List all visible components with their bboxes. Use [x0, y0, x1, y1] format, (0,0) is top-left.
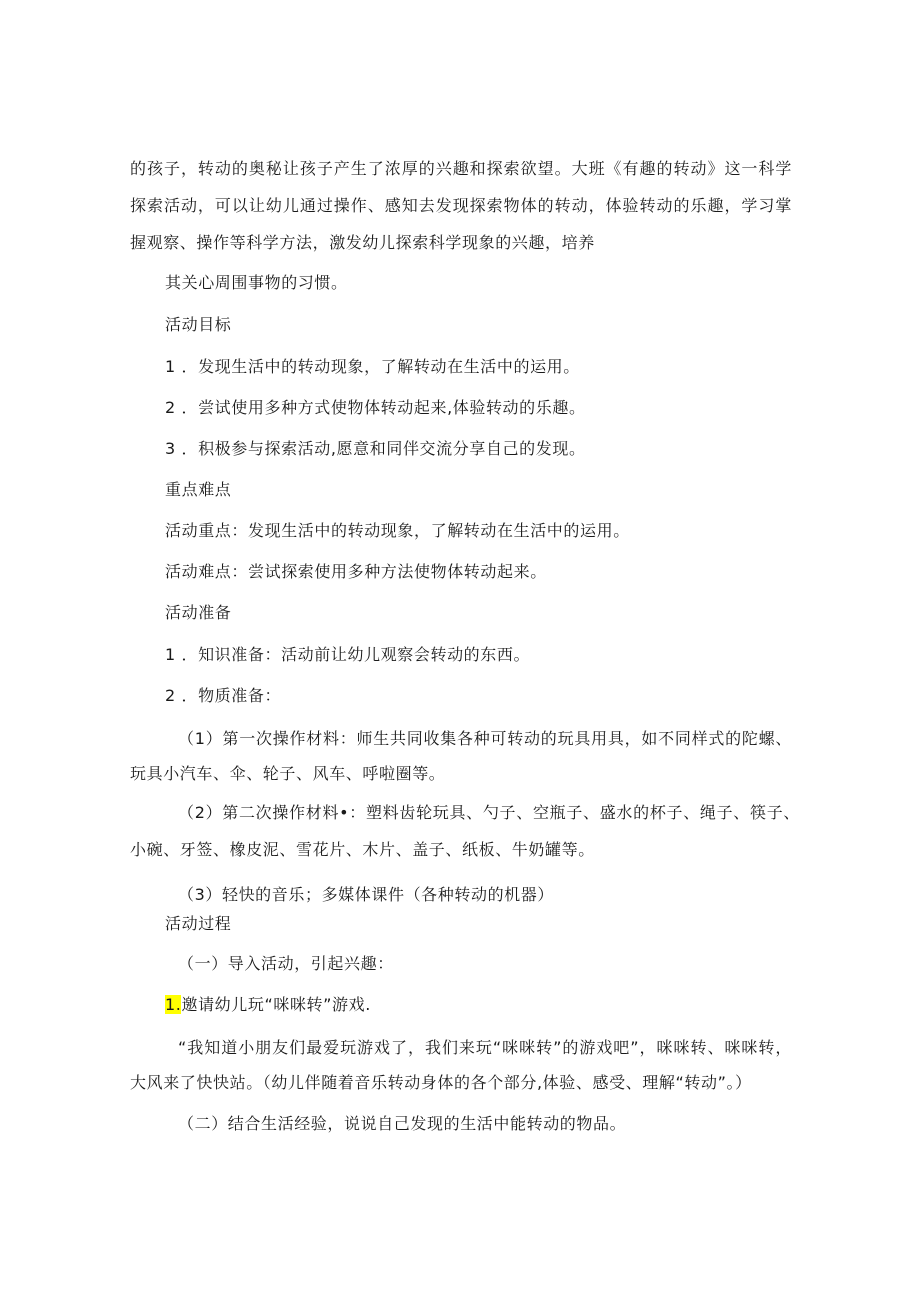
- quote-line: “我知道小朋友们最爱玩游戏了，我们来玩“咪咪转”的游戏吧”，咪咪转、咪咪转，: [178, 1038, 792, 1057]
- game-text: 邀请幼儿玩“咪咪转”游戏.: [181, 995, 371, 1014]
- material-line: 小碗、牙签、橡皮泥、雪花片、木片、盖子、纸板、牛奶罐等。: [130, 840, 595, 859]
- intro-line: 探索活动，可以让幼儿通过操作、感知去发现探索物体的转动，体验转动的乐趣，学习掌: [130, 196, 792, 215]
- highlighted-number: 1.: [165, 995, 182, 1014]
- keypoint-item: 活动难点：尝试探索使用多种方法使物体转动起来。: [165, 562, 547, 581]
- goal-item: 3 ．积极参与探索活动,愿意和同伴交流分享自己的发现。: [165, 439, 586, 458]
- section-heading-goals: 活动目标: [165, 315, 232, 334]
- prep-item: 2 ．物质准备：: [165, 686, 282, 705]
- game-item: [165, 992, 371, 1018]
- section-heading-keypoints: 重点难点: [165, 480, 232, 499]
- quote-line: 大风来了快快站。（幼儿伴随着音乐转动身体的各个部分,体验、感受、理解“转动”。）: [130, 1073, 752, 1092]
- material-line: 玩具小汽车、伞、轮子、风车、呼啦圈等。: [130, 764, 446, 783]
- process-step: （二）结合生活经验，说说自己发现的生活中能转动的物品。: [178, 1114, 627, 1133]
- intro-line: 的孩子，转动的奥秘让孩子产生了浓厚的兴趣和探索欲望。大班《有趣的转动》这一科学: [130, 159, 792, 178]
- intro-line: 握观察、操作等科学方法，激发幼儿探索科学现象的兴趣，培养: [130, 233, 595, 252]
- process-step: （一）导入活动，引起兴趣：: [178, 954, 394, 973]
- material-line: （1）第一次操作材料：师生共同收集各种可转动的玩具用具，如不同样式的陀螺、: [178, 729, 792, 748]
- material-line: （3）轻快的音乐；多媒体课件（各种转动的机器）: [178, 885, 554, 904]
- section-heading-process: 活动过程: [165, 914, 232, 933]
- material-line: （2）第二次操作材料•：塑料齿轮玩具、勺子、空瓶子、盛水的杯子、绳子、筷子、: [178, 803, 800, 822]
- prep-item: 1 ．知识准备：活动前让幼儿观察会转动的东西。: [165, 645, 531, 664]
- goal-item: 1 ．发现生活中的转动现象，了解转动在生活中的运用。: [165, 357, 580, 376]
- keypoint-item: 活动重点：发现生活中的转动现象，了解转动在生活中的运用。: [165, 521, 630, 540]
- goal-item: 2 ．尝试使用多种方式使物体转动起来,体验转动的乐趣。: [165, 398, 586, 417]
- intro-line: 其关心周围事物的习惯。: [165, 273, 348, 292]
- section-heading-prep: 活动准备: [165, 603, 232, 622]
